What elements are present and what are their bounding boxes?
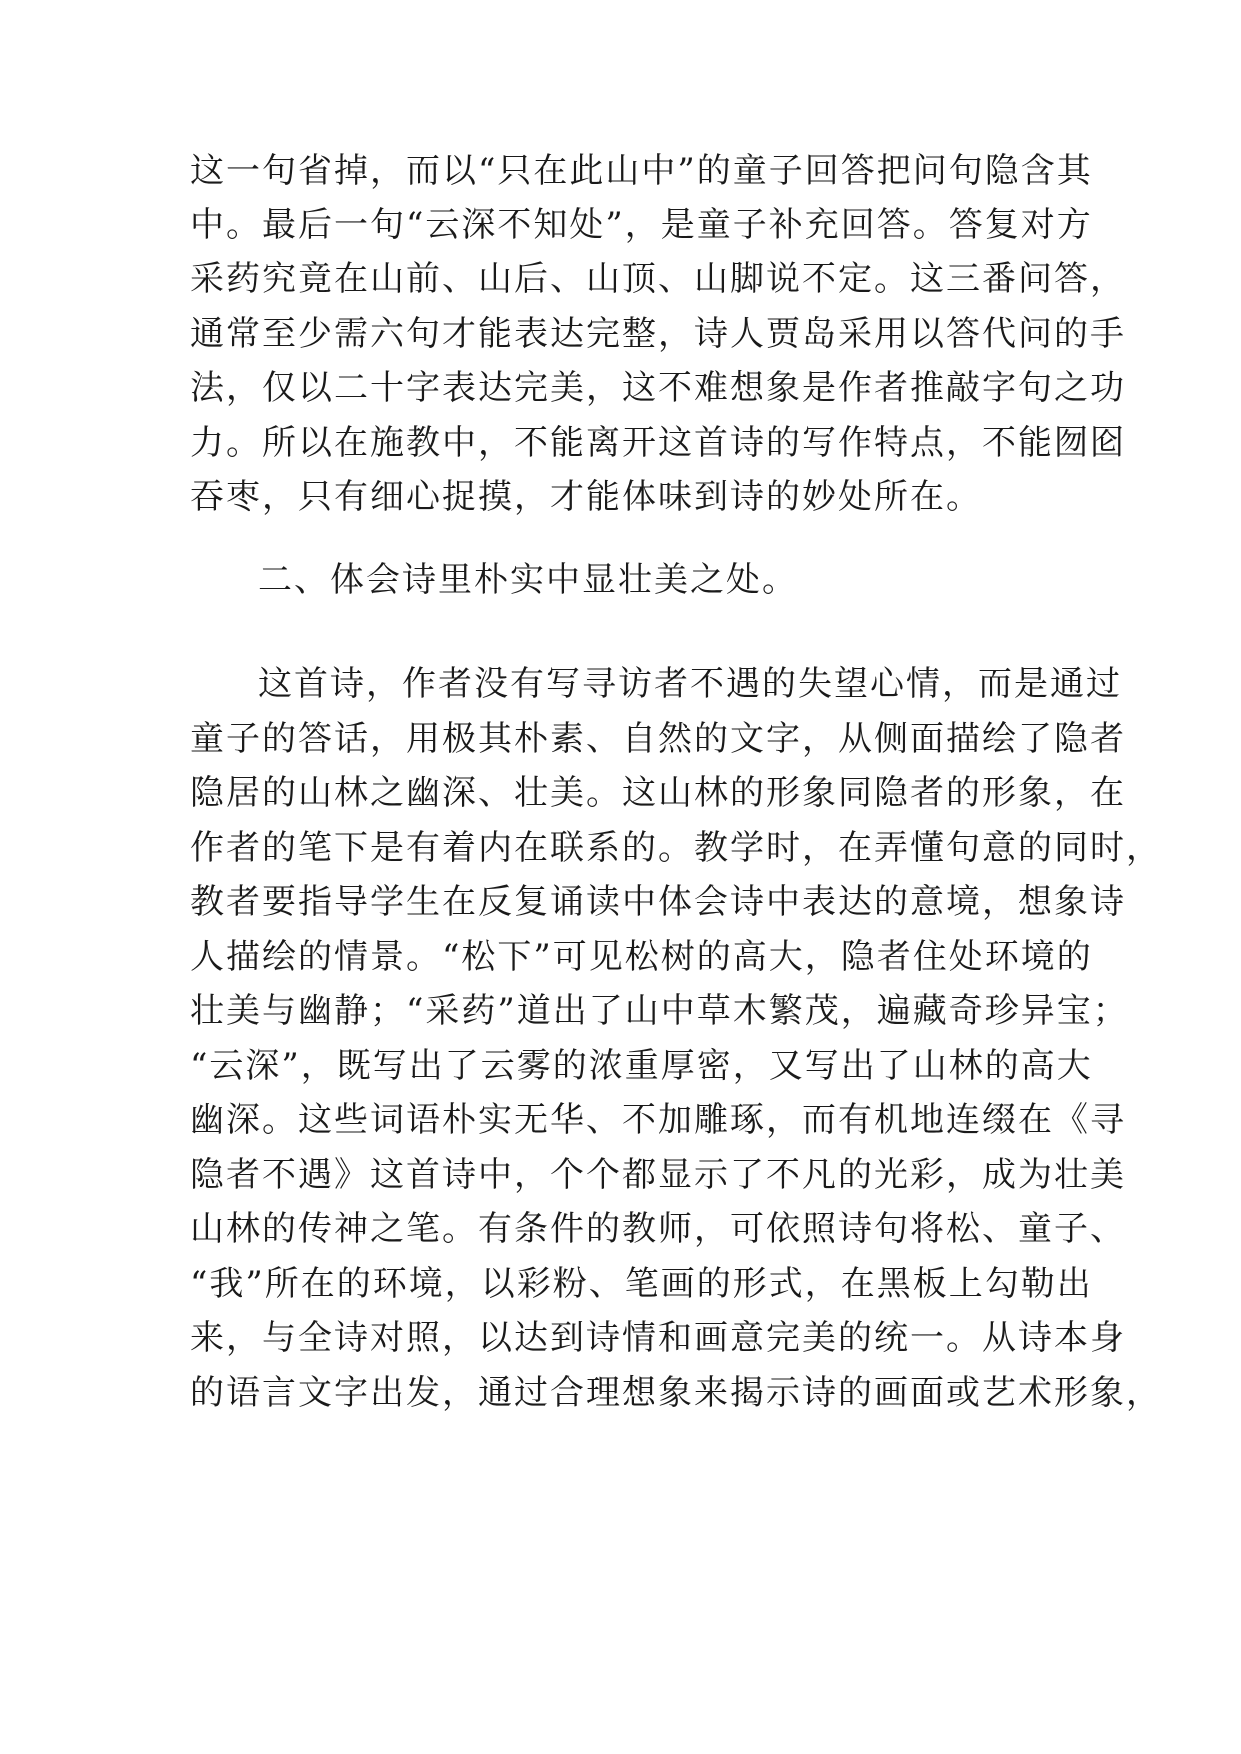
paragraph-line: 法，仅以二十字表达完美，这不难想象是作者推敲字句之功 [190,368,1126,408]
paragraph-line: 采药究竟在山前、山后、山顶、山脚说不定。这三番问答， [190,259,1126,299]
paragraph-line: 来，与全诗对照，以达到诗情和画意完美的统一。从诗本身 [190,1318,1126,1358]
paragraph-line: 吞枣，只有细心捉摸，才能体味到诗的妙处所在。 [190,477,982,517]
paragraph-line: 这首诗，作者没有写寻访者不遇的失望心情，而是通过 [258,664,1122,704]
paragraph-line: 通常至少需六句才能表达完整，诗人贾岛采用以答代问的手 [190,314,1126,354]
paragraph-line: 童子的答话，用极其朴素、自然的文字，从侧面描绘了隐者 [190,719,1126,759]
section-heading: 二、体会诗里朴实中显壮美之处。 [258,560,798,600]
paragraph-line: 力。所以在施教中，不能离开这首诗的写作特点，不能囫囵 [190,423,1126,463]
paragraph-line: “我”所在的环境，以彩粉、笔画的形式，在黑板上勾勒出 [190,1264,1093,1304]
paragraph-line: 壮美与幽静；“采药”道出了山中草木繁茂，遍藏奇珍异宝； [190,991,1129,1031]
paragraph-line: 教者要指导学生在反复诵读中体会诗中表达的意境，想象诗 [190,882,1126,922]
paragraph-line: 幽深。这些词语朴实无华、不加雕琢，而有机地连缀在《寻 [190,1100,1126,1140]
paragraph-line: 隐者不遇》这首诗中，个个都显示了不凡的光彩，成为壮美 [190,1155,1126,1195]
paragraph-line: “云深”，既写出了云雾的浓重厚密，又写出了山林的高大 [190,1046,1093,1086]
paragraph-line: 中。最后一句“云深不知处”，是童子补充回答。答复对方 [190,205,1093,245]
paragraph-line: 作者的笔下是有着内在联系的。教学时，在弄懂句意的同时， [190,828,1162,868]
paragraph-line: 的语言文字出发，通过合理想象来揭示诗的画面或艺术形象， [190,1373,1162,1413]
paragraph-line: 这一句省掉，而以“只在此山中”的童子回答把问句隐含其 [190,151,1093,191]
paragraph-line: 山林的传神之笔。有条件的教师，可依照诗句将松、童子、 [190,1209,1126,1249]
paragraph-line: 隐居的山林之幽深、壮美。这山林的形象同隐者的形象，在 [190,773,1126,813]
paragraph-line: 人描绘的情景。“松下”可见松树的高大，隐者住处环境的 [190,937,1093,977]
